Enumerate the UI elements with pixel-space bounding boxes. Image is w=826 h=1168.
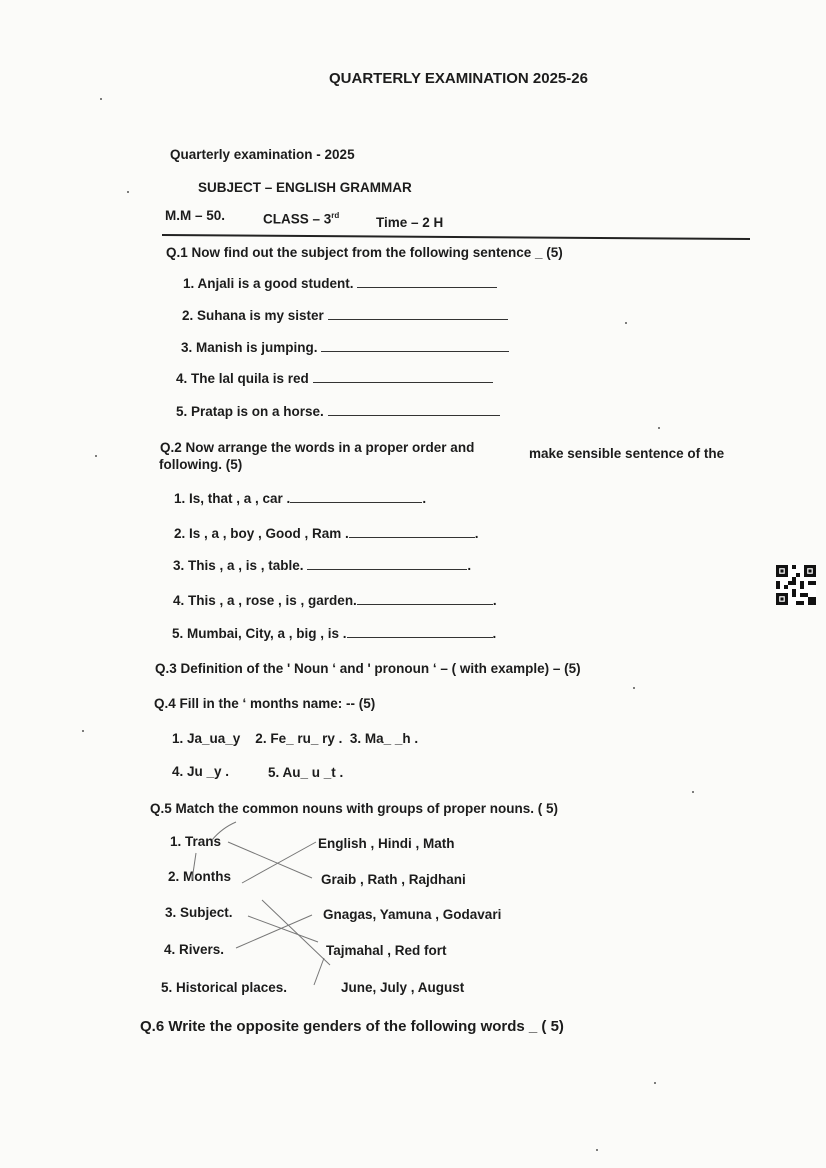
match-line <box>262 900 330 965</box>
q2-item-4: 4. This , a , rose , is , garden. . <box>173 593 497 608</box>
match-line <box>228 842 312 878</box>
header-rule <box>162 234 750 240</box>
q2-item-1: 1. Is, that , a , car . . <box>174 491 427 506</box>
q2-item-2-text: 2. Is , a , boy , Good , Ram . <box>174 526 349 541</box>
q4-row-1: 1. Ja_ua_y 2. Fe_ ru_ ry . 3. Ma_ _h . <box>172 731 419 746</box>
answer-blank[interactable] <box>328 414 500 416</box>
answer-blank[interactable] <box>357 603 493 605</box>
speckle <box>658 427 660 429</box>
q4-row-2a: 4. Ju _y . <box>172 764 230 779</box>
q2-title-part1: Q.2 Now arrange the words in a proper order and <box>160 440 475 455</box>
exam-title: QUARTERLY EXAMINATION 2025-26 <box>329 70 588 87</box>
qr-code-icon <box>776 565 816 605</box>
q1-item-5 <box>176 404 500 419</box>
subject-line: SUBJECT – ENGLISH GRAMMAR <box>198 180 412 195</box>
answer-blank[interactable] <box>307 568 467 570</box>
speckle <box>692 791 694 793</box>
class-label <box>263 211 339 227</box>
match-line <box>248 916 318 942</box>
q5-left-5: 5. Historical places. <box>161 980 288 995</box>
q2-item-1-text: 1. Is, that , a , car . <box>174 491 291 506</box>
q5-title: Q.5 Match the common nouns with groups of proper nouns. ( 5) <box>150 801 558 816</box>
answer-blank[interactable] <box>313 381 493 383</box>
speckle <box>82 730 84 732</box>
speckle <box>95 455 97 457</box>
q5-left-2: 2. Months <box>168 869 231 884</box>
answer-blank[interactable] <box>347 636 493 638</box>
speckle <box>654 1082 656 1084</box>
class-sup: rd <box>331 211 340 220</box>
q5-right-2: Graib , Rath , Rajdhani <box>321 872 466 887</box>
q4-title: Q.4 Fill in the ‘ months name: -- (5) <box>154 696 376 711</box>
answer-blank[interactable] <box>328 318 508 320</box>
q5-right-3: Gnagas, Yamuna , Godavari <box>323 907 502 922</box>
q5-right-4: Tajmahal , Red fort <box>326 943 447 958</box>
q6-title: Q.6 Write the opposite genders of the following words _ ( 5) <box>140 1018 564 1035</box>
speckle <box>596 1149 598 1151</box>
q1-item-4 <box>176 371 493 386</box>
q1-item-3 <box>181 340 509 355</box>
q5-left-3: 3. Subject. <box>165 905 233 920</box>
q2-title-line2: following. (5) <box>159 457 243 472</box>
speckle <box>100 98 102 100</box>
q1-item-5-text: 5. Pratap is on a horse. <box>176 404 324 419</box>
answer-blank[interactable] <box>290 501 422 503</box>
q1-item-1 <box>183 276 497 291</box>
q5-left-1: 1. Trans <box>170 834 222 849</box>
q2-item-2: 2. Is , a , boy , Good , Ram . . <box>174 526 479 541</box>
answer-blank[interactable] <box>321 350 509 352</box>
q1-item-2 <box>182 308 508 323</box>
q5-right-5: June, July , August <box>341 980 465 995</box>
time-label: Time – 2 H <box>376 215 444 230</box>
speckle <box>625 322 627 324</box>
q2-item-5-text: 5. Mumbai, City, a , big , is . <box>172 626 347 641</box>
class-text: CLASS – 3 <box>263 211 332 227</box>
q2-title-part2: make sensible sentence of the <box>529 446 725 461</box>
q1-item-1-text: 1. Anjali is a good student. <box>183 276 354 291</box>
q2-item-3-text: 3. This , a , is , table. <box>173 558 304 573</box>
q4-row-2b: 5. Au_ u _t . <box>268 765 344 780</box>
q1-item-2-text: 2. Suhana is my sister <box>182 308 324 323</box>
match-line <box>314 958 324 985</box>
q2-item-3: 3. This , a , is , table. . <box>173 558 472 573</box>
q2-item-5: 5. Mumbai, City, a , big , is . . <box>172 626 497 641</box>
q2-item-4-text: 4. This , a , rose , is , garden. <box>173 593 357 608</box>
q3-title: Q.3 Definition of the ' Noun ‘ and ' pronoun ‘ – ( with example) – (5) <box>155 661 581 676</box>
speckle <box>633 687 635 689</box>
answer-blank[interactable] <box>349 536 475 538</box>
max-marks: M.M – 50. <box>165 208 226 223</box>
exam-subtitle: Quarterly examination - 2025 <box>170 147 355 162</box>
q1-item-4-text: 4. The lal quila is red <box>176 371 309 386</box>
answer-blank[interactable] <box>357 286 497 288</box>
q5-right-1: English , Hindi , Math <box>318 836 455 851</box>
q1-item-3-text: 3. Manish is jumping. <box>181 340 318 355</box>
speckle <box>127 191 129 193</box>
q5-left-4: 4. Rivers. <box>164 942 225 957</box>
match-line <box>242 842 316 883</box>
match-line <box>236 915 312 948</box>
q1-title: Q.1 Now find out the subject from the following sentence _ (5) <box>166 245 563 260</box>
